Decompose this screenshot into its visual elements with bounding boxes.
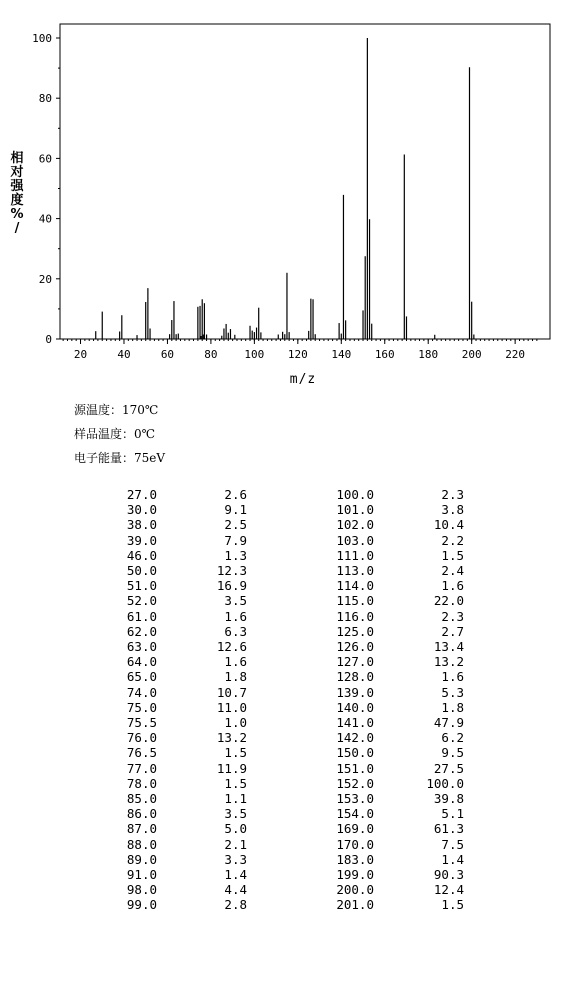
table-row bbox=[102, 624, 464, 639]
right-intensity-cell: 2.2 bbox=[441, 532, 464, 548]
left-mz-cell: 27.0 bbox=[126, 487, 157, 502]
right-intensity-cell: 13.2 bbox=[433, 654, 464, 670]
right-intensity-cell: 12.4 bbox=[433, 882, 464, 898]
left-intensity-cell: 12.3 bbox=[216, 563, 247, 579]
right-intensity-cell: 7.5 bbox=[441, 836, 464, 852]
left-intensity-cell: 11.9 bbox=[216, 760, 247, 776]
left-mz-cell: 64.0 bbox=[126, 654, 157, 670]
right-intensity-cell: 1.5 bbox=[441, 897, 464, 913]
left-mz-cell: 87.0 bbox=[126, 821, 157, 837]
y-axis-label-char: 强 bbox=[10, 179, 24, 194]
right-intensity-cell: 1.4 bbox=[441, 851, 464, 867]
left-mz-cell: 74.0 bbox=[126, 684, 157, 700]
table-row bbox=[102, 867, 464, 882]
left-mz-cell: 85.0 bbox=[126, 791, 157, 807]
table-row bbox=[102, 806, 464, 821]
left-intensity-cell: 2.8 bbox=[224, 897, 247, 913]
right-mz-cell: 116.0 bbox=[336, 608, 374, 624]
y-tick-label: 0 bbox=[45, 333, 52, 346]
right-mz-cell: 199.0 bbox=[336, 867, 374, 883]
right-intensity-cell: 1.6 bbox=[441, 578, 464, 594]
x-tick-label: 140 bbox=[331, 348, 352, 361]
left-intensity-cell: 3.5 bbox=[224, 806, 247, 822]
left-mz-cell: 50.0 bbox=[126, 563, 157, 579]
x-tick-label: 200 bbox=[461, 348, 482, 361]
y-tick-label: 60 bbox=[38, 152, 52, 166]
right-mz-cell: 102.0 bbox=[336, 517, 374, 533]
y-axis-label-char: 相 bbox=[10, 151, 24, 166]
left-mz-cell: 38.0 bbox=[126, 517, 157, 533]
table-row bbox=[102, 882, 464, 897]
right-intensity-cell: 61.3 bbox=[433, 821, 464, 837]
right-intensity-cell: 3.8 bbox=[441, 502, 464, 518]
left-mz-cell: 76.0 bbox=[126, 730, 157, 746]
sample-temperature: 样品温度：0℃ bbox=[74, 427, 156, 441]
chart-axes bbox=[60, 24, 550, 339]
left-mz-cell: 75.0 bbox=[126, 699, 157, 715]
right-mz-cell: 100.0 bbox=[336, 487, 374, 502]
left-intensity-cell: 1.8 bbox=[224, 669, 247, 685]
x-tick-label: 80 bbox=[204, 348, 218, 361]
x-tick-label: 160 bbox=[374, 348, 395, 361]
left-mz-cell: 52.0 bbox=[126, 593, 157, 609]
table-row bbox=[102, 761, 464, 776]
left-mz-cell: 89.0 bbox=[126, 851, 157, 867]
table-row bbox=[102, 669, 464, 684]
left-mz-cell: 63.0 bbox=[126, 639, 157, 655]
right-mz-cell: 183.0 bbox=[336, 851, 374, 867]
right-intensity-cell: 1.5 bbox=[441, 547, 464, 563]
left-mz-cell: 91.0 bbox=[126, 867, 157, 883]
left-intensity-cell: 12.6 bbox=[216, 639, 247, 655]
left-intensity-cell: 1.1 bbox=[224, 791, 247, 807]
left-mz-cell: 51.0 bbox=[126, 578, 157, 594]
left-intensity-cell: 4.4 bbox=[224, 882, 247, 898]
right-mz-cell: 152.0 bbox=[336, 775, 374, 791]
table-row bbox=[102, 563, 464, 578]
peak-table bbox=[102, 487, 464, 913]
right-intensity-cell: 27.5 bbox=[433, 760, 464, 776]
right-intensity-cell: 5.1 bbox=[441, 806, 464, 822]
left-mz-cell: 39.0 bbox=[126, 532, 157, 548]
right-mz-cell: 151.0 bbox=[336, 760, 374, 776]
left-intensity-cell: 6.3 bbox=[224, 623, 247, 639]
x-tick-label: 180 bbox=[418, 348, 439, 361]
left-mz-cell: 78.0 bbox=[126, 775, 157, 791]
right-mz-cell: 114.0 bbox=[336, 578, 374, 594]
table-row bbox=[102, 685, 464, 700]
right-intensity-cell: 2.3 bbox=[441, 608, 464, 624]
right-intensity-cell: 10.4 bbox=[433, 517, 464, 533]
table-row bbox=[102, 837, 464, 852]
x-tick-label: 60 bbox=[160, 348, 175, 361]
right-intensity-cell: 2.7 bbox=[441, 623, 464, 639]
table-row bbox=[102, 487, 464, 502]
table-row bbox=[102, 821, 464, 836]
table-row bbox=[102, 609, 464, 624]
right-mz-cell: 153.0 bbox=[336, 791, 374, 807]
right-mz-cell: 128.0 bbox=[336, 669, 374, 685]
right-intensity-cell: 22.0 bbox=[433, 593, 464, 609]
right-mz-cell: 201.0 bbox=[336, 897, 374, 913]
y-axis-label bbox=[9, 150, 24, 236]
right-mz-cell: 170.0 bbox=[336, 836, 374, 852]
right-mz-cell: 111.0 bbox=[336, 547, 374, 563]
y-tick-label: 80 bbox=[38, 92, 52, 106]
right-intensity-cell: 100.0 bbox=[426, 775, 464, 791]
right-intensity-cell: 6.2 bbox=[441, 730, 464, 746]
left-intensity-cell: 1.5 bbox=[224, 745, 247, 761]
instrument-conditions bbox=[74, 398, 165, 470]
left-mz-cell: 77.0 bbox=[126, 760, 157, 776]
table-row bbox=[102, 700, 464, 715]
right-mz-cell: 126.0 bbox=[336, 639, 374, 655]
y-tick-label: 40 bbox=[38, 212, 52, 226]
left-intensity-cell: 2.6 bbox=[224, 487, 247, 502]
left-intensity-cell: 1.5 bbox=[224, 775, 247, 791]
left-intensity-cell: 2.5 bbox=[224, 517, 247, 533]
y-axis-label-char: / bbox=[14, 221, 20, 236]
left-mz-cell: 30.0 bbox=[126, 502, 157, 518]
right-intensity-cell: 13.4 bbox=[433, 639, 464, 655]
right-mz-cell: 115.0 bbox=[336, 593, 374, 609]
chart-bars bbox=[96, 38, 474, 339]
right-mz-cell: 103.0 bbox=[336, 532, 374, 548]
table-row bbox=[102, 745, 464, 760]
left-intensity-cell: 3.5 bbox=[224, 593, 247, 609]
table-row bbox=[102, 791, 464, 806]
left-mz-cell: 75.5 bbox=[126, 715, 157, 731]
right-mz-cell: 200.0 bbox=[336, 882, 374, 898]
plot-frame bbox=[60, 24, 550, 339]
right-intensity-cell: 2.4 bbox=[441, 563, 464, 579]
left-intensity-cell: 3.3 bbox=[224, 851, 247, 867]
right-mz-cell: 141.0 bbox=[336, 715, 374, 731]
left-intensity-cell: 1.4 bbox=[224, 867, 247, 883]
left-mz-cell: 61.0 bbox=[126, 608, 157, 624]
x-tick-label: 120 bbox=[287, 348, 308, 361]
table-row bbox=[102, 852, 464, 867]
right-mz-cell: 113.0 bbox=[336, 563, 374, 579]
left-intensity-cell: 1.0 bbox=[224, 715, 247, 731]
table-row bbox=[102, 897, 464, 912]
right-mz-cell: 140.0 bbox=[336, 699, 374, 715]
right-intensity-cell: 47.9 bbox=[433, 715, 464, 731]
table-row bbox=[102, 776, 464, 791]
left-intensity-cell: 7.9 bbox=[224, 532, 247, 548]
left-mz-cell: 88.0 bbox=[126, 836, 157, 852]
right-mz-cell: 150.0 bbox=[336, 745, 374, 761]
right-intensity-cell: 5.3 bbox=[441, 684, 464, 700]
chart-ticks bbox=[32, 32, 537, 361]
left-intensity-cell: 1.6 bbox=[224, 654, 247, 670]
right-mz-cell: 142.0 bbox=[336, 730, 374, 746]
right-mz-cell: 125.0 bbox=[336, 623, 374, 639]
table-row bbox=[102, 639, 464, 654]
x-tick-label: 220 bbox=[505, 348, 526, 361]
table-row bbox=[102, 517, 464, 532]
table-row bbox=[102, 533, 464, 548]
right-intensity-cell: 1.8 bbox=[441, 699, 464, 715]
y-axis-label-char: 度 bbox=[10, 193, 24, 208]
left-mz-cell: 86.0 bbox=[126, 806, 157, 822]
table-row bbox=[102, 654, 464, 669]
left-intensity-cell: 10.7 bbox=[216, 684, 247, 700]
left-intensity-cell: 9.1 bbox=[224, 502, 247, 518]
right-intensity-cell: 39.8 bbox=[433, 791, 464, 807]
mass-spectrum-chart bbox=[0, 0, 570, 392]
y-axis-label-char: 对 bbox=[10, 165, 24, 180]
table-row bbox=[102, 593, 464, 608]
table-row bbox=[102, 502, 464, 517]
left-intensity-cell: 11.0 bbox=[216, 699, 247, 715]
y-tick-label: 100 bbox=[32, 32, 52, 45]
right-intensity-cell: 9.5 bbox=[441, 745, 464, 761]
left-intensity-cell: 1.3 bbox=[224, 547, 247, 563]
left-mz-cell: 62.0 bbox=[126, 623, 157, 639]
right-intensity-cell: 1.6 bbox=[441, 669, 464, 685]
table-row bbox=[102, 730, 464, 745]
left-mz-cell: 98.0 bbox=[126, 882, 157, 898]
x-tick-label: 40 bbox=[117, 348, 131, 361]
table-row bbox=[102, 578, 464, 593]
right-mz-cell: 139.0 bbox=[336, 684, 374, 700]
left-intensity-cell: 16.9 bbox=[216, 578, 247, 594]
left-mz-cell: 46.0 bbox=[126, 547, 157, 563]
table-row bbox=[102, 715, 464, 730]
left-intensity-cell: 2.1 bbox=[224, 836, 247, 852]
x-axis-label: m/z bbox=[289, 372, 317, 387]
left-intensity-cell: 13.2 bbox=[216, 730, 247, 746]
y-axis-label-char: % bbox=[10, 207, 24, 222]
electron-energy: 电子能量：75eV bbox=[74, 451, 166, 465]
right-intensity-cell: 90.3 bbox=[433, 867, 464, 883]
right-mz-cell: 101.0 bbox=[336, 502, 374, 518]
source-temperature: 源温度：170℃ bbox=[74, 403, 159, 417]
right-mz-cell: 127.0 bbox=[336, 654, 374, 670]
left-mz-cell: 99.0 bbox=[126, 897, 157, 913]
left-mz-cell: 76.5 bbox=[126, 745, 157, 761]
left-intensity-cell: 1.6 bbox=[224, 608, 247, 624]
left-intensity-cell: 5.0 bbox=[224, 821, 247, 837]
right-mz-cell: 154.0 bbox=[336, 806, 374, 822]
left-mz-cell: 65.0 bbox=[126, 669, 157, 685]
right-intensity-cell: 2.3 bbox=[441, 487, 464, 502]
x-tick-label: 20 bbox=[73, 348, 88, 361]
x-tick-label: 100 bbox=[244, 348, 265, 361]
table-row bbox=[102, 548, 464, 563]
right-mz-cell: 169.0 bbox=[336, 821, 374, 837]
y-tick-label: 20 bbox=[38, 272, 52, 286]
